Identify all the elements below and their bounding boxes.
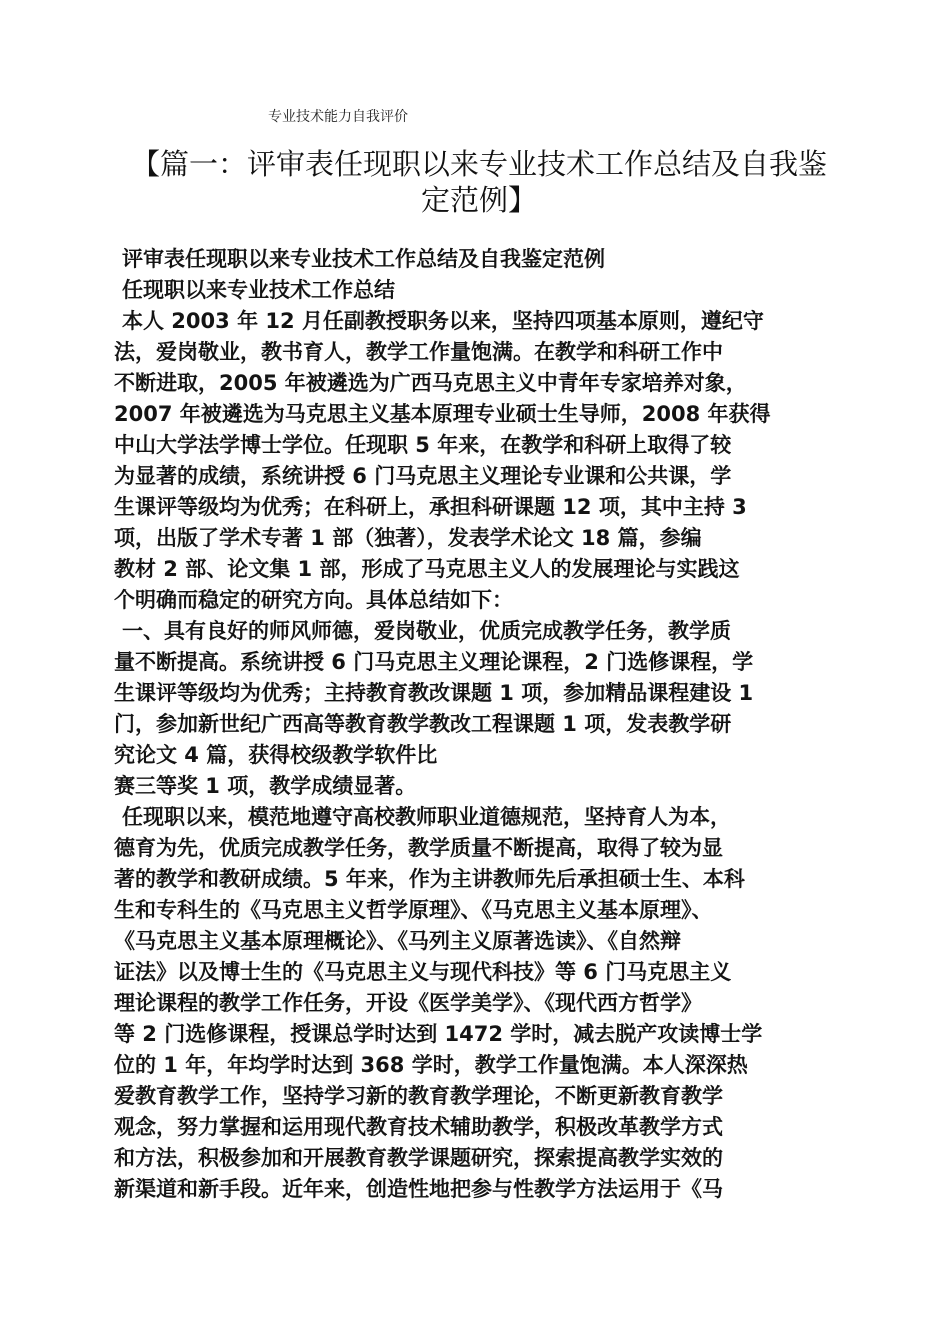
body-line: 《马克思主义基本原理概论》、《马列主义原著选读》、《自然辩 [114, 929, 681, 953]
title-line-2: 定范例】 [420, 183, 537, 217]
subtitle-line: 评审表任现职以来专业技术工作总结及自我鉴定范例 [122, 247, 605, 271]
body-line: 究论文 4 篇，获得校级教学软件比 [114, 743, 438, 767]
page-header: 专业技术能力自我评价 [268, 109, 408, 125]
body-line: 证法》以及博士生的《马克思主义与现代科技》等 6 门马克思主义 [114, 960, 732, 984]
body-line: 中山大学法学博士学位。任现职 5 年来，在教学和科研上取得了较 [114, 433, 732, 457]
body-line: 赛三等奖 1 项，教学成绩显著。 [114, 774, 417, 798]
body-line: 量不断提高。系统讲授 6 门马克思主义理论课程，2 门选修课程，学 [114, 650, 754, 674]
body-line: 任现职以来，模范地遵守高校教师职业道德规范，坚持育人为本， [122, 805, 731, 829]
body-line: 生和专科生的《马克思主义哲学原理》、《马克思主义基本原理》、 [114, 898, 713, 922]
body-line: 门，参加新世纪广西高等教育教学教改工程课题 1 项，发表教学研 [114, 712, 732, 736]
body-line: 新渠道和新手段。近年来，创造性地把参与性教学方法运用于《马 [114, 1177, 723, 1201]
body-line: 等 2 门选修课程，授课总学时达到 1472 学时，减去脱产攻读博士学 [114, 1022, 763, 1046]
body-line: 本人 2003 年 12 月任副教授职务以来，坚持四项基本原则，遵纪守 [122, 309, 764, 333]
body-line: 爱教育教学工作，坚持学习新的教育教学理论，不断更新教育教学 [114, 1084, 723, 1108]
body-line: 德育为先，优质完成教学任务，教学质量不断提高，取得了较为显 [114, 836, 723, 860]
document-body [114, 244, 838, 1205]
body-line: 项，出版了学术专著 1 部（独著），发表学术论文 18 篇，参编 [114, 526, 702, 550]
title-line-1: 【篇一：评审表任现职以来专业技术工作总结及自我鉴 [130, 147, 827, 181]
section-heading: 任现职以来专业技术工作总结 [122, 278, 395, 302]
body-line: 个明确而稳定的研究方向。具体总结如下： [114, 588, 513, 612]
body-line: 教材 2 部、论文集 1 部，形成了马克思主义人的发展理论与实践这 [114, 557, 740, 581]
body-line: 生课评等级均为优秀；主持教育教改课题 1 项，参加精品课程建设 1 [114, 681, 754, 705]
body-line: 著的教学和教研成绩。5 年来，作为主讲教师先后承担硕士生、本科 [114, 867, 745, 891]
body-line: 理论课程的教学工作任务，开设《医学美学》、《现代西方哲学》 [114, 991, 702, 1015]
body-line: 观念，努力掌握和运用现代教育技术辅助教学，积极改革教学方式 [114, 1115, 723, 1139]
body-line: 和方法，积极参加和开展教育教学课题研究，探索提高教学实效的 [114, 1146, 723, 1170]
body-line: 位的 1 年，年均学时达到 368 学时，教学工作量饱满。本人深深热 [114, 1053, 748, 1077]
body-line: 2007 年被遴选为马克思主义基本原理专业硕士生导师，2008 年获得 [114, 402, 771, 426]
body-line: 一、具有良好的师风师德，爱岗敬业，优质完成教学任务，教学质 [122, 619, 731, 643]
body-line: 不断进取，2005 年被遴选为广西马克思主义中青年专家培养对象， [114, 371, 747, 395]
body-line: 为显著的成绩，系统讲授 6 门马克思主义理论专业课和公共课，学 [114, 464, 732, 488]
document-title [118, 146, 840, 218]
body-line: 法，爱岗敬业，教书育人，教学工作量饱满。在教学和科研工作中 [114, 340, 723, 364]
body-line: 生课评等级均为优秀；在科研上，承担科研课题 12 项，其中主持 3 [114, 495, 747, 519]
